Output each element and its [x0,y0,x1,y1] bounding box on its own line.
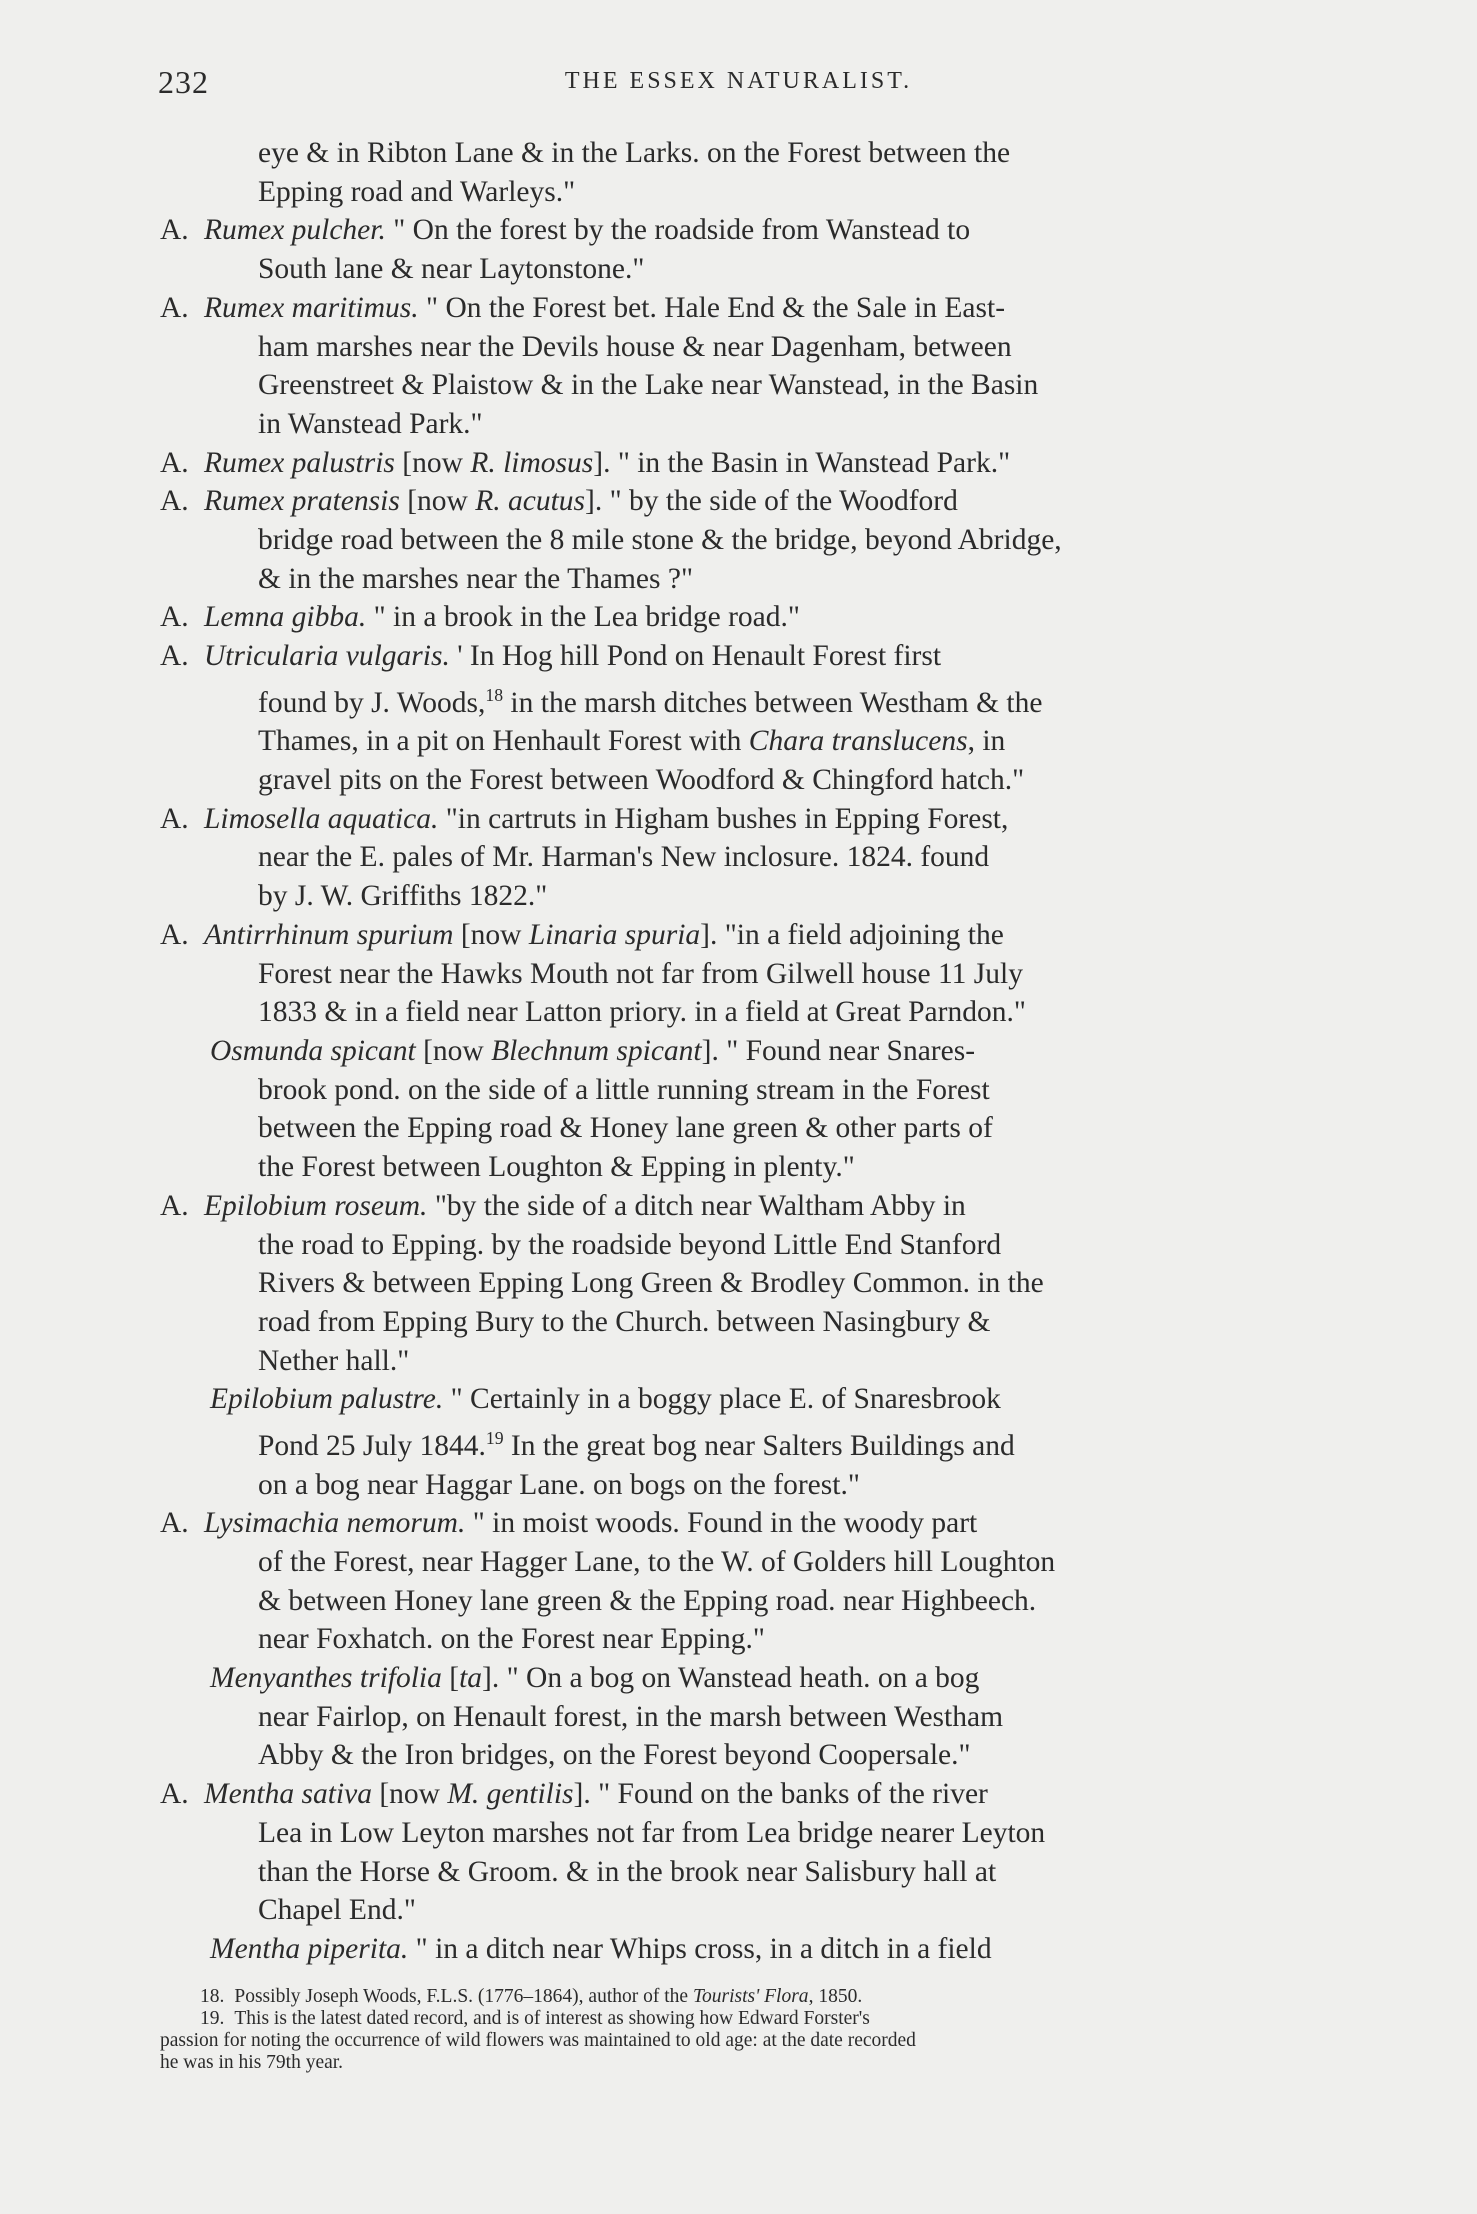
italic-run: Epilobium palustre. [210,1383,444,1416]
text-run: " in a brook in the Lea bridge road." [366,601,800,634]
plant-entry [160,289,1325,444]
text-run: " Certainly in a boggy place E. of Snaresbrook [443,1383,1001,1416]
text-run: [now [453,918,529,951]
text-line [160,1380,1325,1419]
text-line [160,560,1325,599]
text-run: between the Epping road & Honey lane green & other parts of [258,1112,993,1145]
text-run: he was in his 79th year. [160,2052,344,2073]
entry-marker: A. [160,291,189,324]
text-line [160,405,1325,444]
text-run: [now [415,1035,492,1067]
text-line [160,289,1325,328]
plant-entry [160,1659,1325,1775]
text-line [160,916,1325,955]
italic-run: Blechnum spicant [491,1035,702,1067]
text-line [160,637,1325,676]
plant-entry [160,1930,1325,1969]
text-line [160,1853,1325,1892]
text-run: " On the Forest bet. Hale End & the Sale in East- [418,291,1006,324]
text-run: [now [394,446,471,479]
text-line [160,761,1325,800]
footnote-ref: 19 [485,1428,504,1449]
italic-run: Osmunda spicant [210,1035,416,1067]
text-line [160,1032,1325,1071]
text-run: [now [371,1778,448,1811]
text-line [160,521,1325,560]
plant-entry [160,598,1325,637]
text-line [160,1930,1325,1969]
text-line [160,1187,1325,1226]
text-line [160,598,1325,637]
text-run: near Foxhatch. on the Forest near Epping." [258,1623,765,1656]
footnote-line [160,2052,1330,2074]
italic-run: R. acutus [475,485,585,518]
text-run: Lea in Low Leyton marshes not far from Lea bridge nearer Leyton [258,1816,1046,1849]
page-header [0,64,1477,114]
plant-entry [160,211,1325,288]
entry-marker: A. [160,485,189,518]
text-run: near Fairlop, on Henault forest, in the marsh between Westham [258,1700,1004,1733]
text-line [160,1109,1325,1148]
text-run: passion for noting the occurrence of wild flowers was maintained to old age: at the date recorded [160,2030,916,2051]
entry-marker: A. [160,1507,189,1540]
text-run: , 1850. [808,1986,863,2007]
text-run: & in the marshes near the Thames ?" [258,562,694,595]
text-run: ]. " Found on the banks of the river [573,1778,988,1811]
text-line [160,1226,1325,1265]
text-run: ]. " On a bog on Wanstead heath. on a bog [482,1662,980,1695]
text-line [160,1620,1325,1659]
footnote-ref: 18 [485,684,504,705]
footnote-line [160,1986,1330,2008]
plant-entry [160,916,1325,1032]
text-run: gravel pits on the Forest between Woodford & Chingford hatch." [258,764,1025,797]
text-line [160,1814,1325,1853]
plant-entry [160,482,1325,598]
text-run: [ [441,1662,460,1695]
text-run: In the great bog near Salters Buildings and [503,1429,1015,1462]
text-line [160,1736,1325,1775]
plant-entry [160,637,1325,800]
text-line [160,173,1325,212]
text-run: near the E. pales of Mr. Harman's New inclosure. 1824. found [258,841,990,874]
text-line [160,838,1325,877]
text-line [160,444,1325,483]
text-run: brook pond. on the side of a little running stream in the Forest [258,1073,990,1106]
entry-marker: A. [160,1778,189,1811]
text-run: ]. " Found near Snares- [701,1035,976,1067]
italic-run: R. limosus [470,446,594,479]
text-line [160,366,1325,405]
text-run: "in cartruts in Higham bushes in Epping Forest, [438,802,1009,835]
entry-marker: A. [160,214,189,247]
italic-run: Lysimachia nemorum. [204,1507,466,1540]
plant-entry [160,1032,1325,1187]
entry-marker: A. [160,1189,189,1222]
text-line [160,676,1325,723]
text-run: eye & in Ribton Lane & in the Larks. on the Forest between the [258,137,1011,169]
text-line [160,1891,1325,1930]
entry-marker: A. [160,446,189,479]
text-line [160,328,1325,367]
entry-marker: A. [160,802,189,835]
text-line [160,1148,1325,1187]
footnote-number: 18. [200,1986,225,2007]
plant-entry [160,1380,1325,1504]
text-run: Pond 25 July 1844. [258,1429,486,1462]
italic-run: Linaria spuria [528,918,701,951]
italic-run: ta [459,1662,483,1695]
italic-run: Rumex pratensis [204,485,400,518]
text-line [160,1775,1325,1814]
text-line [160,1303,1325,1342]
entry-marker: A. [160,918,189,951]
text-run: Abby & the Iron bridges, on the Forest beyond Coopersale." [258,1739,971,1772]
text-run: "by the side of a ditch near Waltham Abby in [427,1189,966,1222]
text-run: in the marsh ditches between Westham & the [503,686,1043,719]
text-run: Epping road and Warleys." [258,175,576,208]
text-line [160,1342,1325,1381]
footnote-line [160,2008,1330,2030]
plant-entry [160,444,1325,483]
text-line [160,482,1325,521]
text-run: Forest near the Hawks Mouth not far from Gilwell house 11 July [258,957,1023,990]
plant-entry [160,1775,1325,1930]
text-run: Greenstreet & Plaistow & in the Lake near Wanstead, in the Basin [258,369,1039,402]
text-run: & between Honey lane green & the Epping road. near Highbeech. [258,1584,1037,1617]
italic-run: Limosella aquatica. [204,802,439,835]
italic-run: Epilobium roseum. [204,1189,428,1222]
italic-run: Mentha sativa [204,1778,372,1811]
text-run: Rivers & between Epping Long Green & Brodley Common. in the [258,1267,1044,1300]
entry-marker: A. [160,640,189,673]
text-line [160,877,1325,916]
italic-run: Menyanthes trifolia [210,1662,442,1695]
text-run: ]. " by the side of the Woodford [585,485,958,518]
footnote-line [160,2030,1330,2052]
text-run: " On the forest by the roadside from Wanstead to [385,214,971,247]
text-line [160,211,1325,250]
text-line [160,955,1325,994]
italic-run: Antirrhinum spurium [204,918,454,951]
text-run: [now [399,485,476,518]
italic-run: Rumex palustris [204,446,395,479]
plant-entry [160,1504,1325,1659]
text-run: than the Horse & Groom. & in the brook near Salisbury hall at [258,1855,997,1888]
text-line [160,250,1325,289]
text-run: found by J. Woods, [258,686,486,719]
text-run: of the Forest, near Hagger Lane, to the W. of Golders hill Loughton [258,1545,1056,1578]
italic-run: Lemna gibba. [204,601,367,634]
page-number: 232 [158,64,209,100]
text-line [160,1264,1325,1303]
text-run: in Wanstead Park." [258,407,483,440]
text-run: This is the latest dated record, and is of interest as showing how Edward Forster's [234,2008,870,2029]
footnote-number: 19. [200,2008,225,2029]
text-run: South lane & near Laytonstone." [258,253,645,286]
text-run: ]. " in the Basin in Wanstead Park." [593,446,1011,479]
entry-marker: A. [160,601,189,634]
text-run: ham marshes near the Devils house & near Dagenham, between [258,330,1012,363]
text-line [160,134,1325,173]
footnotes [160,1986,1330,2074]
text-line [160,1582,1325,1621]
text-run: ]. "in a field adjoining the [700,918,1004,951]
text-run: Chapel End." [258,1894,416,1927]
text-line [160,1071,1325,1110]
text-line [160,722,1325,761]
text-run: Nether hall." [258,1344,410,1377]
italic-run: Mentha piperita. [210,1933,409,1965]
plant-entry [160,134,1325,211]
italic-run: Rumex pulcher. [204,214,386,247]
text-run: " in a ditch near Whips cross, in a ditch in a field [408,1933,992,1965]
text-run: 1833 & in a field near Latton priory. in a field at Great Parndon." [258,996,1026,1029]
text-run: ' In Hog hill Pond on Henault Forest first [449,640,942,673]
text-line [160,1543,1325,1582]
italic-run: Chara translucens [748,725,968,758]
text-line [160,1419,1325,1466]
italic-run: Rumex maritimus. [204,291,419,324]
italic-run: Utricularia vulgaris. [204,640,450,673]
text-run: the Forest between Loughton & Epping in plenty." [258,1151,855,1184]
text-line [160,800,1325,839]
text-line [160,1504,1325,1543]
text-run: , in [967,725,1006,758]
text-run: road from Epping Bury to the Church. between Nasingbury & [258,1305,991,1338]
text-line [160,993,1325,1032]
plant-entry [160,800,1325,916]
italic-run: M. gentilis [447,1778,574,1811]
text-line [160,1698,1325,1737]
text-line [160,1659,1325,1698]
plant-entry [160,1187,1325,1381]
text-run: Possibly Joseph Woods, F.L.S. (1776–1864), author of the [234,1986,693,2007]
text-run: on a bog near Haggar Lane. on bogs on the forest." [258,1468,860,1501]
text-run: the road to Epping. by the roadside beyond Little End Stanford [258,1228,1002,1261]
italic-run: Tourists' Flora [692,1986,809,2007]
text-run: by J. W. Griffiths 1822." [258,880,548,913]
text-line [160,1466,1325,1505]
running-title: THE ESSEX NATURALIST. [564,68,913,94]
text-run: bridge road between the 8 mile stone & the bridge, beyond Abridge, [258,524,1062,557]
text-run: " in moist woods. Found in the woody part [465,1507,978,1540]
page-body [160,134,1325,1969]
text-run: Thames, in a pit on Henhault Forest with [258,725,749,758]
